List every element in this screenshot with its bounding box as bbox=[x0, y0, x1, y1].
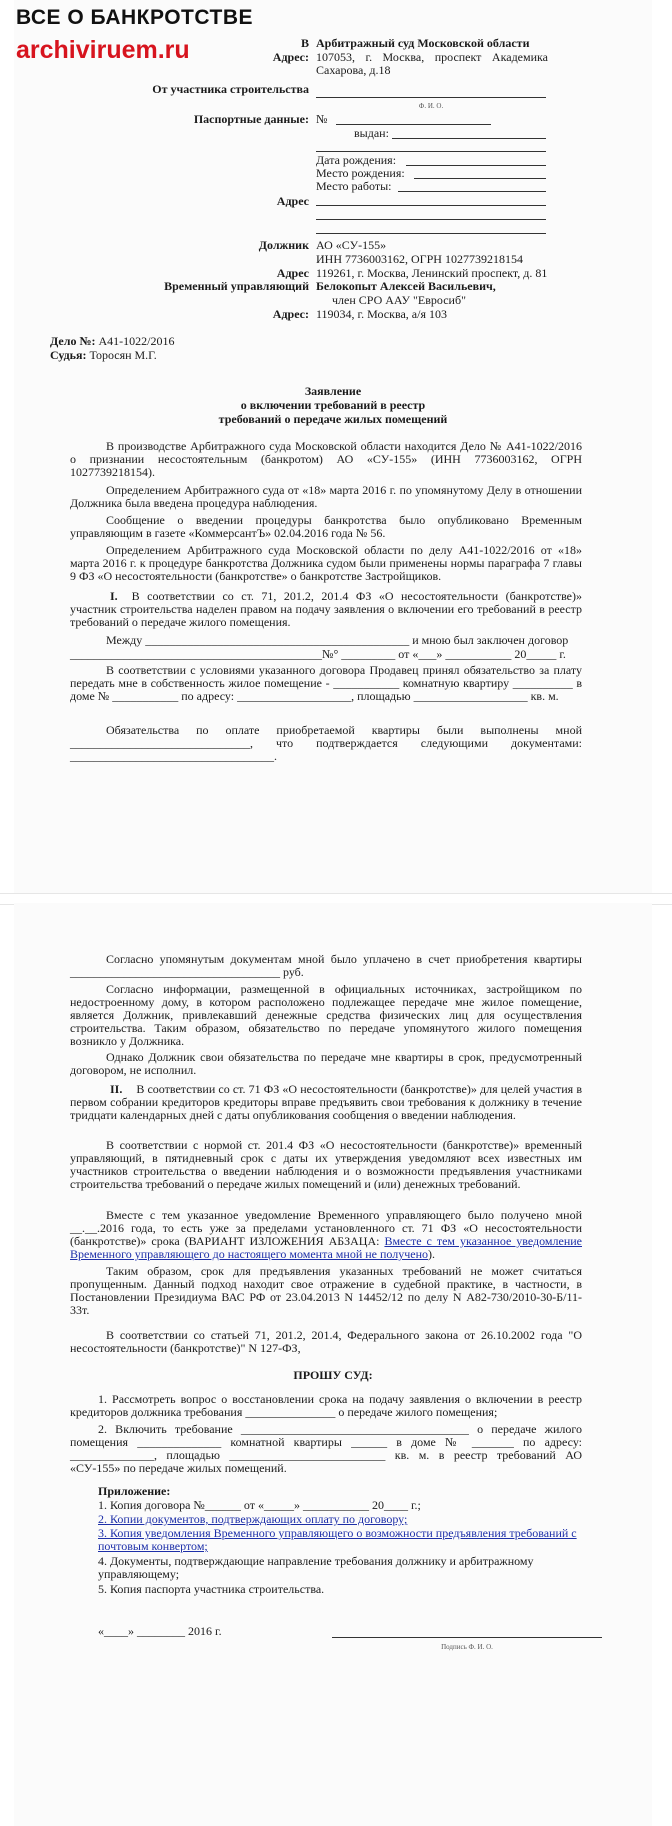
attachment-1: 1. Копия договора №______ от «_____» ___________ 20____ г.; bbox=[98, 1498, 421, 1512]
attachment-3-link[interactable]: 3. Копия уведомления Временного управляющего о возможности предъявления требований с почтовым конвертом; bbox=[98, 1526, 577, 1553]
paragraph-contract-terms: В соответствии с условиями указанного договора Продавец принял обязательство за плату передать мне в собственность жилое помещение - ___________ комнатную квартиру __________ в доме № ___________ по адресу: ___________________, площадью ___________________ кв. м. bbox=[70, 663, 582, 703]
birth-date-line bbox=[406, 165, 546, 166]
section-1-intro bbox=[70, 590, 582, 629]
doc-subtitle-2: требований о передаче жилых помещений bbox=[218, 412, 448, 426]
logo-domain: archiviruem.ru bbox=[16, 36, 190, 64]
notice-alternative-link[interactable]: Вместе с тем указанное уведомление Временного управляющего до настоящего момента мной не получено bbox=[70, 1234, 582, 1261]
participant-line bbox=[316, 97, 546, 98]
birth-place-label: Место рождения: bbox=[316, 166, 405, 180]
debtor-name: АО «СУ-155» bbox=[316, 238, 387, 252]
paragraph-proceedings: В производстве Арбитражного суда Московской области находится Дело № А41-1022/2016 о признании несостоятельным (банкротом) АО «СУ-155» (ИНН 7736003162, ОГРН 1027739218154). bbox=[70, 439, 582, 479]
notice-text-start: Вместе с тем указанное уведомление Временного управляющего было получено мной __.__.2016 года, то есть уже за пределами установленного ст. 71 ФЗ «О несостоятельности (банкротстве)» срока (ВАРИАНТ ИЗЛОЖЕНИЯ АБЗАЦА: bbox=[70, 1208, 582, 1248]
debtor-address: 119261, г. Москва, Ленинский проспект, д. 81 bbox=[316, 266, 548, 280]
paragraph-paid-amount: Согласно упомянутым документам мной было уплачено в счет приобретения квартиры ___________________________________ руб. bbox=[70, 952, 582, 979]
passport-extra-line bbox=[316, 151, 546, 152]
court-label: В bbox=[300, 36, 309, 50]
passport-number-line bbox=[336, 124, 491, 125]
court-address: 107053, г. Москва, проспект Академика Сахарова, д.18 bbox=[316, 50, 548, 77]
manager-sro: член СРО ААУ "Евросиб" bbox=[332, 293, 466, 307]
paragraph-court-practice: Таким образом, срок для предъявления указанных требований не может считаться пропущенным. Данный подход находит свое отражение в судебной практике, в частности, в Постановлении Президиума ВАС РФ от 23.04.2013 N 14452/12 по делу N А82-730/2010-30-Б/11-33т. bbox=[70, 1264, 582, 1317]
case-number bbox=[50, 335, 175, 348]
court-name: Арбитражный суд Московской области bbox=[316, 36, 530, 50]
doc-subtitle-1: о включении требований в реестр bbox=[240, 398, 426, 412]
paragraph-non-performance: Однако Должник свои обязательства по передаче мне квартиры в срок, предусмотренный договором, не исполнил. bbox=[70, 1050, 582, 1077]
court-address-label: Адрес: bbox=[272, 50, 309, 64]
contract-parties: Между ____________________________________________ и мною был заключен договор bbox=[106, 633, 569, 647]
section-1-text: В соответствии со ст. 71, 201.2, 201.4 ФЗ «О несостоятельности (банкротстве)» участник строительства наделен правом на подачу заявления о включении его требований в реестр требований о передаче жилого помещения. bbox=[70, 589, 582, 629]
debtor-label: Должник bbox=[258, 238, 309, 252]
judge-value: Торосян М.Г. bbox=[89, 348, 157, 362]
passport-issued-label: выдан: bbox=[354, 126, 389, 140]
section-2-text: В соответствии со ст. 71 ФЗ «О несостоятельности (банкротстве)» для целей участия в первом собрании кредиторов кредиторы вправе предъявить свои требования к должнику в течение тридцати календарных дней с даты опубликования сообщения о введении наблюдения. bbox=[70, 1082, 582, 1122]
manager-address-label: Адрес: bbox=[272, 307, 309, 321]
request-title: ПРОШУ СУД: bbox=[293, 1368, 373, 1382]
logo-title: ВСЕ О БАНКРОТСТВЕ bbox=[16, 6, 254, 29]
attachment-3 bbox=[98, 1527, 582, 1553]
address-line-1 bbox=[316, 205, 546, 206]
address-line-2 bbox=[316, 219, 546, 220]
section-2-number: II. bbox=[110, 1082, 123, 1096]
paragraph-developer-rules: Определением Арбитражного суда Московской области по делу А41-1022/2016 от «18» марта 2016 г. к процедуре банкротства Должника судом были применены нормы параграфа 7 главы 9 ФЗ «О несостоятельности (банкротстве» о банкротстве Застройщиков. bbox=[70, 543, 582, 583]
birth-place-line bbox=[414, 178, 546, 179]
section-2-intro bbox=[70, 1083, 582, 1122]
request-item-2: 2. Включить требование ______________________________________ о передаче жилого помещения ______________ комнатной квартиры ______ в доме № _______ по адресу: ______________, площадью __________________________ кв. м. в реестр требований АО «СУ-155» по передаче жилых помещений. bbox=[70, 1422, 582, 1475]
case-label: Дело №: bbox=[50, 334, 96, 348]
attachment-2-link[interactable]: 2. Копии документов, подтверждающих оплату по договору; bbox=[98, 1512, 408, 1526]
passport-number-label: № bbox=[316, 112, 328, 126]
document-page-2 bbox=[14, 903, 652, 1826]
paragraph-legal-basis: В соответствии со статьей 71, 201.2, 201.4, Федерального закона от 26.10.2002 года "О несостоятельности (банкротстве)" N 127-ФЗ, bbox=[70, 1328, 582, 1355]
paragraph-publication: Сообщение о введении процедуры банкротства было опубликовано Временным управляющим в газете «КоммерсантЪ» 02.04.2016 года № 56. bbox=[70, 513, 582, 540]
paragraph-notice-received bbox=[70, 1209, 582, 1261]
contract-number-line: __________________________________________№° _________ от «___» ___________ 20_____ г. bbox=[70, 647, 566, 661]
attachments-title: Приложение: bbox=[98, 1484, 171, 1498]
participant-label: От участника строительства bbox=[152, 82, 309, 96]
paragraph-observation: Определением Арбитражного суда от «18» марта 2016 г. по упомянутому Делу в отношении Должника была введена процедура наблюдения. bbox=[70, 483, 582, 510]
signature-line bbox=[332, 1637, 602, 1638]
debtor-ids: ИНН 7736003162, ОГРН 1027739218154 bbox=[316, 252, 523, 266]
case-value: А41-1022/2016 bbox=[98, 334, 175, 348]
passport-issued-line bbox=[392, 138, 546, 139]
paragraph-manager-duty: В соответствии с нормой ст. 201.4 ФЗ «О несостоятельности (банкротстве)» временный управляющий, в пятидневный срок с даты их утверждения уведомляют всех известных им участников строительства о введении наблюдения и о возможности предъявления участниками строительства требований о передаче жилых помещений и (или) денежных требований. bbox=[70, 1138, 582, 1191]
debtor-address-label: Адрес bbox=[276, 266, 309, 280]
fio-caption: Ф. И. О. bbox=[418, 102, 444, 110]
passport-label: Паспортные данные: bbox=[193, 112, 309, 126]
document-page-1 bbox=[14, 0, 652, 893]
signature-caption: Подпись Ф. И. О. bbox=[441, 1643, 493, 1651]
manager-name: Белокопыт Алексей Васильевич, bbox=[316, 279, 496, 293]
work-place-label: Место работы: bbox=[316, 179, 392, 193]
judge bbox=[50, 349, 157, 362]
manager-address: 119034, г. Москва, а/я 103 bbox=[316, 307, 447, 321]
work-place-line bbox=[398, 191, 546, 192]
doc-title: Заявление bbox=[304, 384, 362, 398]
notice-text-end: ). bbox=[428, 1247, 436, 1261]
signature-date: «____» ________ 2016 г. bbox=[98, 1624, 222, 1638]
address-line-3 bbox=[316, 233, 546, 234]
manager-label: Временный управляющий bbox=[164, 279, 309, 293]
section-1-number: I. bbox=[110, 589, 118, 603]
address2-label: Адрес bbox=[276, 194, 309, 208]
paragraph-developer-info: Согласно информации, размещенной в официальных источниках, застройщиком по недостроенному дому, в котором расположено подлежащее передаче мне жилое помещение, является Должник, привлекавший денежные средства физических лиц для осуществления строительства. Таким образом, обязательство по передаче упомянутого жилого помещения возникло у Должника. bbox=[70, 982, 582, 1048]
attachment-2 bbox=[98, 1513, 582, 1526]
attachment-5: 5. Копия паспорта участника строительства. bbox=[98, 1582, 325, 1596]
request-item-1: 1. Рассмотреть вопрос о восстановлении срока на подачу заявления о включении в реестр кредиторов должника требования _______________ о передаче жилого помещения; bbox=[70, 1392, 582, 1419]
attachment-4: 4. Документы, подтверждающие направление требования должнику и арбитражному управляющему; bbox=[98, 1554, 534, 1581]
paragraph-payment: Обязательства по оплате приобретаемой квартиры были выполнены мной ______________________________, что подтверждается следующими документами: __________________________________. bbox=[70, 723, 582, 763]
birth-date-label: Дата рождения: bbox=[316, 153, 397, 167]
judge-label: Судья: bbox=[50, 348, 87, 362]
